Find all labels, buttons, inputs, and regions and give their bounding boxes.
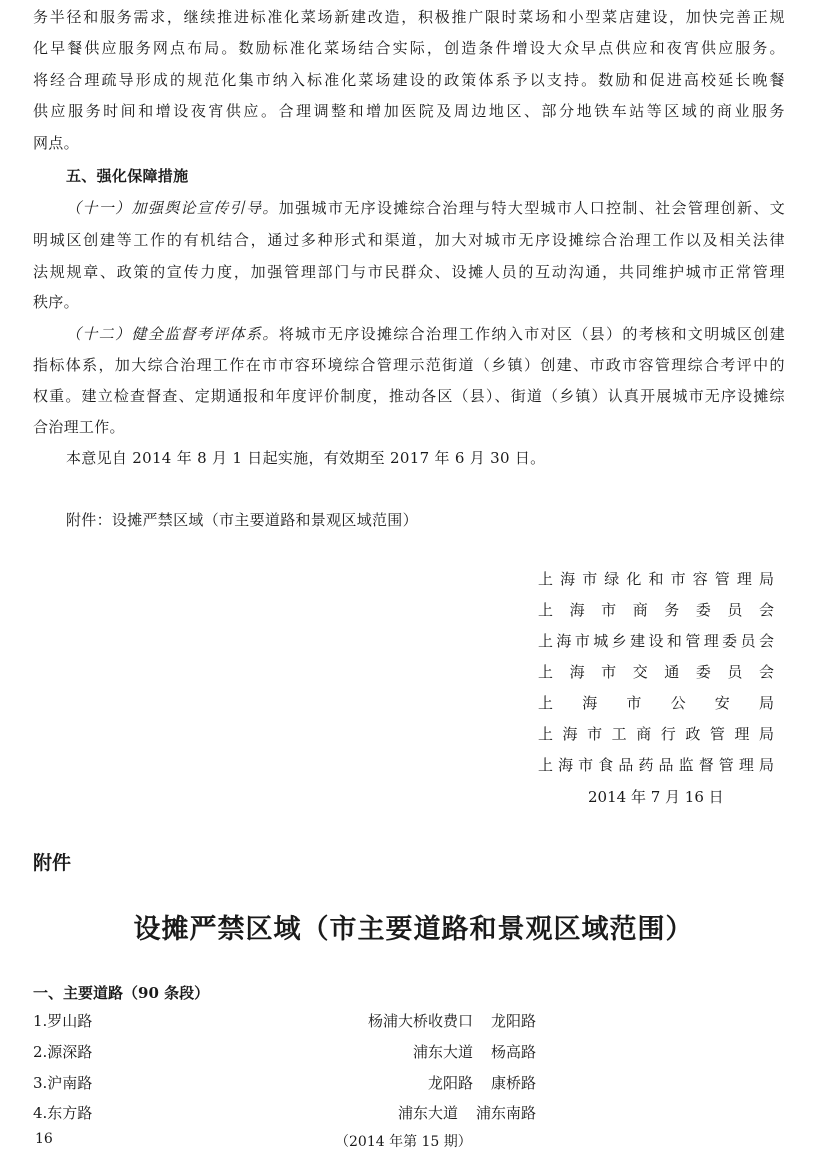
body-line: 供应服务时间和增设夜宵供应。合理调整和增加医院及周边地区、部分地铁车站等区域的商业服务 xyxy=(33,102,785,120)
body-line: 化早餐供应服务网点布局。数励标准化菜场结合实际，创造条件增设大众早点供应和夜宵供应服务。 xyxy=(33,39,785,57)
signatory: 上海市公安局 xyxy=(538,694,774,712)
road-from: 龙阳路 xyxy=(427,1074,473,1092)
road-range xyxy=(368,1011,536,1031)
road-name: 2.源深路 xyxy=(33,1043,93,1061)
paragraph-first-line xyxy=(66,324,785,344)
road-name: 1.罗山路 xyxy=(33,1012,93,1030)
clause-text: 加强城市无序设摊综合治理与特大型城市人口控制、社会管理创新、文 xyxy=(278,199,785,217)
sign-date: 2014 年 7 月 16 日 xyxy=(588,788,724,806)
body-line: 秩序。 xyxy=(33,293,79,311)
road-name: 3.沪南路 xyxy=(33,1074,93,1092)
road-to: 浦东南路 xyxy=(475,1104,536,1122)
signatory: 上海市交通委员会 xyxy=(538,663,774,681)
body-line: 权重。建立检查督查、定期通报和年度评价制度，推动各区（县）、街道（乡镇）认真开展城市无序设摊综 xyxy=(33,387,785,405)
road-range xyxy=(398,1103,536,1123)
road-row xyxy=(33,1073,536,1093)
clause-text: 将城市无序设摊综合治理工作纳入市对区（县）的考核和文明城区创建 xyxy=(278,325,785,343)
body-line: 明城区创建等工作的有机结合，通过多种形式和渠道，加大对城市无序设摊综合治理工作以及相关法律 xyxy=(33,231,785,249)
body-line: 合治理工作。 xyxy=(33,418,125,436)
clause-heading: （十二）健全监督考评体系。 xyxy=(66,325,279,343)
section-heading: 一、主要道路（90 条段） xyxy=(33,984,210,1002)
road-from: 浦东大道 xyxy=(412,1043,473,1061)
road-to: 龙阳路 xyxy=(490,1012,536,1030)
paragraph-first-line xyxy=(66,198,785,218)
section-heading: 五、强化保障措施 xyxy=(66,167,189,185)
attachment-title: 设摊严禁区域（市主要道路和景观区域范围） xyxy=(133,914,694,945)
signatory: 上海市工商行政管理局 xyxy=(538,725,774,743)
body-line: 将经合理疏导形成的规范化集市纳入标准化菜场建设的政策体系予以支持。数励和促进高校延长晚餐 xyxy=(33,71,785,89)
signatory: 上海市绿化和市容管理局 xyxy=(538,570,774,588)
road-to: 康桥路 xyxy=(490,1074,536,1092)
issue-label: （2014 年第 15 期） xyxy=(335,1134,472,1150)
body-line: 网点。 xyxy=(33,134,79,152)
signatory: 上海市城乡建设和管理委员会 xyxy=(538,632,774,650)
clause-heading: （十一）加强舆论宣传引导。 xyxy=(66,199,279,217)
body-line: 务半径和服务需求，继续推进标准化菜场新建改造，积极推广限时菜场和小型菜店建设，加快完善正规 xyxy=(33,8,785,26)
road-to: 杨高路 xyxy=(490,1043,536,1061)
page-number: 16 xyxy=(35,1131,53,1147)
effective-date-text: 本意见自 2014 年 8 月 1 日起实施，有效期至 2017 年 6 月 30 日。 xyxy=(66,449,546,467)
road-from: 浦东大道 xyxy=(397,1104,458,1122)
attachment-label: 附件 xyxy=(33,852,72,874)
road-from: 杨浦大桥收费口 xyxy=(367,1012,473,1030)
body-line: 指标体系，加大综合治理工作在市市容环境综合管理示范街道（乡镇）创建、市政市容管理综合考评中的 xyxy=(33,356,785,374)
road-range xyxy=(428,1073,536,1093)
attachment-note: 附件：设摊严禁区域（市主要道路和景观区域范围） xyxy=(66,511,418,529)
road-name: 4.东方路 xyxy=(33,1104,93,1122)
road-row xyxy=(33,1103,536,1123)
road-row xyxy=(33,1042,536,1062)
road-row xyxy=(33,1011,536,1031)
body-line: 法规规章、政策的宣传力度，加强管理部门与市民群众、设摊人员的互动沟通，共同维护城市正常管理 xyxy=(33,263,785,281)
road-range xyxy=(413,1042,536,1062)
signatory: 上海市商务委员会 xyxy=(538,601,774,619)
signatory: 上海市食品药品监督管理局 xyxy=(538,756,774,774)
